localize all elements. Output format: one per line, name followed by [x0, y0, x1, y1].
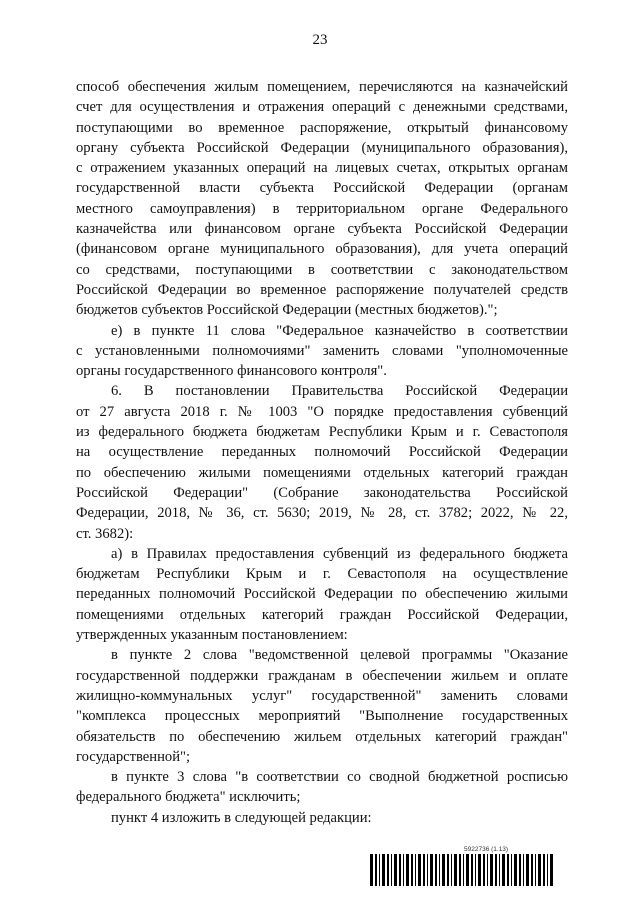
- text-line: в пункте 2 слова "ведомственной целевой программы "Оказание: [111, 647, 568, 664]
- text-line: утвержденных указанным постановлением:: [76, 627, 348, 644]
- text-line: на осуществление переданных полномочий Российской Федерации: [76, 444, 568, 461]
- text-line: органу субъекта Российской Федерации (муниципального образования),: [76, 139, 568, 156]
- text-line: казначейства или финансовом органе субъекта Российской Федерации: [76, 221, 568, 238]
- text-line: счет для осуществления и отражения операций с денежными средствами,: [76, 99, 568, 116]
- text-line: бюджетов субъектов Российской Федерации (местных бюджетов).";: [76, 302, 498, 319]
- text-line: (финансовом органе муниципального образования), для учета операций: [76, 241, 568, 258]
- text-line: со средствами, поступающими в соответствии с законодательством: [76, 261, 568, 278]
- text-line: жилищно-коммунальных услуг" государственной" заменить словами: [76, 687, 568, 704]
- text-line: "комплекса процессных мероприятий "Выполнение государственных: [76, 708, 568, 725]
- text-line: местного самоуправления) в территориальном органе Федерального: [76, 200, 568, 217]
- text-line: пункт 4 изложить в следующей редакции:: [111, 809, 372, 826]
- text-line: Российской Федерации во временное распоряжение получателей средств: [76, 281, 568, 298]
- text-line: из федерального бюджета бюджетам Республики Крым и г. Севастополя: [76, 424, 568, 441]
- text-line: бюджетам Республики Крым и г. Севастополя на осуществление: [76, 566, 568, 583]
- barcode-image: [370, 854, 556, 886]
- barcode-code: 5922736 (1.13): [464, 846, 509, 853]
- text-line: а) в Правилах предоставления субвенций из федерального бюджета: [111, 545, 568, 562]
- page-number: 23: [312, 32, 328, 48]
- text-line: государственной власти субъекта Российской Федерации (органам: [76, 180, 568, 197]
- text-line: государственной";: [76, 748, 191, 765]
- text-line: переданных полномочий Российской Федерации по обеспечению жилыми: [76, 586, 568, 603]
- text-line: 6. В постановлении Правительства Российской Федерации: [111, 383, 568, 400]
- text-line: государственной поддержки гражданам в обеспечении жильем и оплате: [76, 667, 568, 684]
- text-line: с отражением указанных операций на лицевых счетах, открытых органам: [76, 160, 568, 177]
- text-line: ст. 3682):: [76, 525, 134, 542]
- text-line: е) в пункте 11 слова "Федеральное казначейство в соответствии: [111, 322, 568, 339]
- text-line: с установленными полномочиями" заменить словами "уполномоченные: [76, 342, 568, 359]
- text-line: от 27 августа 2018 г. № 1003 "О порядке предоставления субвенций: [76, 403, 568, 420]
- text-line: обязательств по обеспечению жильем отдельных категорий граждан": [76, 728, 568, 745]
- text-line: федерального бюджета" исключить;: [76, 789, 301, 806]
- text-line: по обеспечению жилыми помещениями отдельных категорий граждан: [76, 464, 568, 481]
- barcode-block: [370, 845, 556, 886]
- text-line: Российской Федерации" (Собрание законодательства Российской: [76, 484, 568, 501]
- text-line: способ обеспечения жилым помещением, перечисляются на казначейский: [76, 79, 568, 95]
- document-body: [76, 77, 568, 828]
- text-line: поступающими во временное распоряжение, открытый финансовому: [76, 119, 568, 136]
- text-line: Федерации, 2018, № 36, ст. 5630; 2019, № 28, ст. 3782; 2022, № 22,: [76, 505, 568, 522]
- text-line: помещениями отдельных категорий граждан Российской Федерации,: [76, 606, 568, 623]
- text-line: органы государственного финансового контроля".: [76, 363, 387, 380]
- text-line: в пункте 3 слова "в соответствии со сводной бюджетной росписью: [111, 769, 568, 786]
